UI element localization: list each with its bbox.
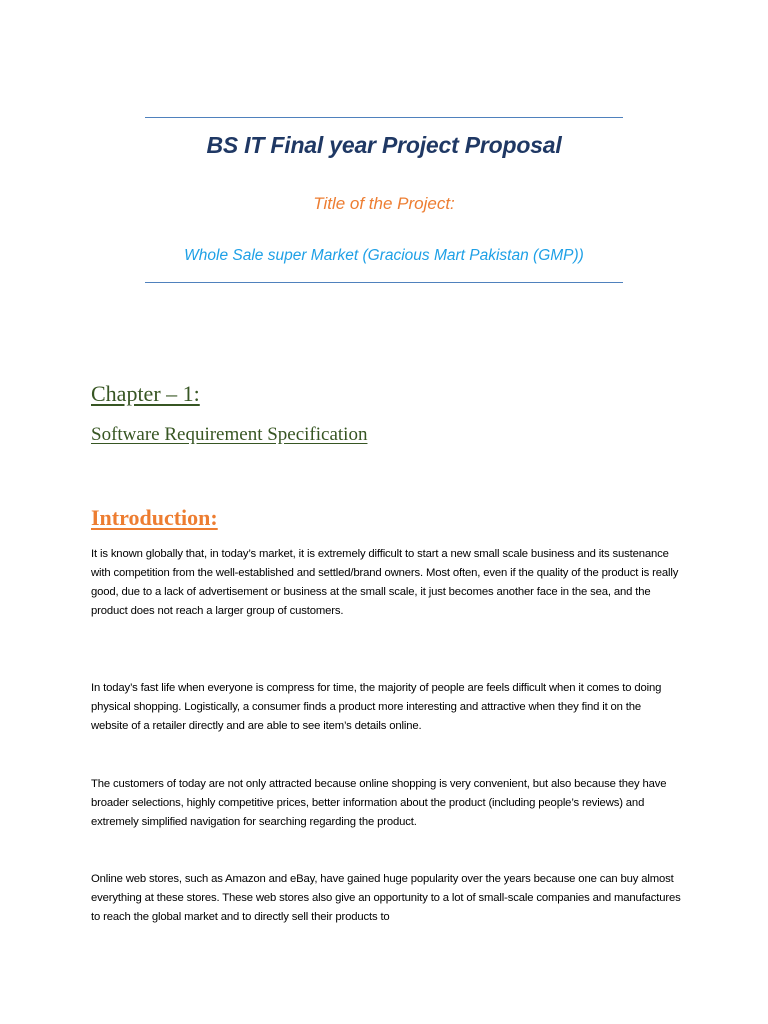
top-divider [145,117,623,118]
paragraph-3: The customers of today are not only attracted because online shopping is very convenient, but also because they have broader selections, highly competitive prices, better information about the product (including people’s reviews) and extremely simplified navigation for searching regarding the product. [91,778,667,828]
bottom-divider [145,282,623,283]
chapter-heading: Chapter – 1: [91,381,200,406]
project-title-label: Title of the Project: [313,194,455,213]
project-name: Whole Sale super Market (Gracious Mart Pakistan (GMP)) [184,247,584,264]
paragraph-4: Online web stores, such as Amazon and eBay, have gained huge popularity over the years because one can buy almost everything at these stores. These web stores also give an opportunity to a lot of small-scale companies and manufactures to reach the global market and to directly sell their products to [91,873,681,923]
paragraph-1: It is known globally that, in today’s market, it is extremely difficult to start a new small scale business and its sustenance with competition from the well-established and settled/brand owners. Most often, even if the quality of the product is really good, due to a lack of advertisement or business at the small scale, it just becomes another face in the sea, and the product does not reach a larger group of customers. [91,548,679,617]
introduction-heading: Introduction: [91,505,218,530]
page-title: BS IT Final year Project Proposal [206,132,562,158]
paragraph-2: In today’s fast life when everyone is compress for time, the majority of people are feels difficult when it comes to doing physical shopping. Logistically, a consumer finds a product more interesting and attractive when they find it on the website of a retailer directly and are able to see item’s details online. [91,682,662,732]
section-heading: Software Requirement Specification [91,424,368,445]
